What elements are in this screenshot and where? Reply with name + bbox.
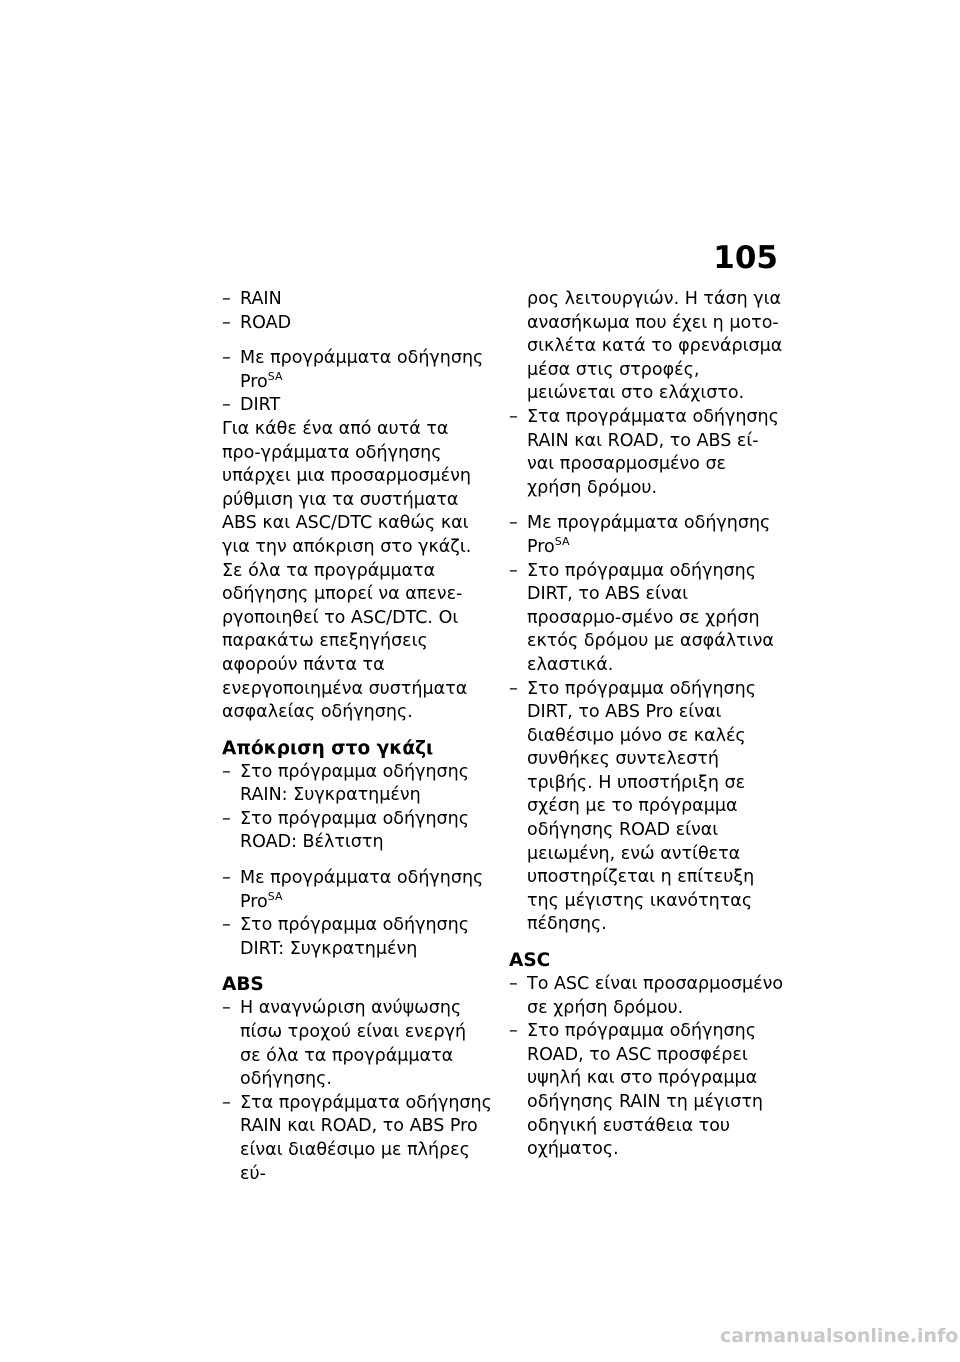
bullet-dash: – [222,761,231,782]
bullet-dash: – [222,1092,231,1113]
list-item [222,394,492,418]
list-item [222,867,492,914]
bullet-dash: – [222,915,231,936]
bullet-dash: – [509,678,518,699]
list-item-text: Στο πρόγραμμα οδήγησης DIRT, το ABS Pro είναι διαθέσιμο μόνο σε καλές συνθήκες συντελεστή τριβής. Η υποστήριξη σε σχέση με το πρόγραμμα οδήγησης ROAD είναι μειωμένη, ενώ αντίθετα υποστηρίζεται η επίτευξη της μέγιστης ικανότητας πέδησης. [527,678,756,935]
bullet-dash: – [509,513,518,534]
list-item-text: DIRT [240,395,281,416]
bullet-dash: – [222,868,231,889]
list-item-text: Η αναγνώριση ανύψωσης πίσω τροχού είναι ενεργή σε όλα τα προγράμματα οδήγησης. [240,998,467,1090]
list-item [222,1092,492,1186]
list-item-text: Στα προγράμματα οδήγησης RAIN και ROAD, το ABS Pro είναι διαθέσιμο με πλήρες εύ- [240,1092,492,1184]
bullet-dash: – [509,406,518,427]
bullet-dash: – [509,974,518,995]
paragraph: Για κάθε ένα από αυτά τα προ-γράμματα οδήγησης υπάρχει μια προσαρμοσμένη ρύθμιση για τα συστήματα ABS και ASC/DTC καθώς και για την απόκριση στο γκάζι. [222,418,472,557]
list-item [222,312,492,336]
list-item [509,1020,784,1162]
sa-superscript: SA [267,889,283,903]
list-item [222,808,492,855]
list-item [509,406,784,500]
sa-superscript: SA [554,534,570,548]
list-item-text: Στο πρόγραμμα οδήγησης DIRT: Συγκρατημένη [240,915,469,959]
page-number: 105 [713,240,778,276]
bullet-dash: – [222,348,231,369]
list-item-text: Το ASC είναι προσαρμοσμένο σε χρήση δρόμου. [527,974,784,1018]
list-item [222,288,492,312]
bullet-dash: – [222,998,231,1019]
list-item [222,997,492,1091]
list-item-text: RAIN [240,289,282,309]
list-item-text: Στο πρόγραμμα οδήγησης ROAD, το ASC προσφέρει υψηλή και στο πρόγραμμα οδήγησης RAIN τη μέγιστη οδηγική ευστάθεια του οχήματος. [527,1021,763,1160]
right-column [509,288,784,1162]
list-item [222,347,492,394]
bullet-dash: – [509,1021,518,1042]
bullet-dash: – [509,560,518,581]
section-heading: ASC [509,950,551,972]
list-item [222,914,492,961]
list-item-text: Με προγράμματα οδήγησης Pro [240,348,484,392]
list-item [509,973,784,1020]
section-heading: Απόκριση στο γκάζι [222,737,434,759]
sa-superscript: SA [267,369,283,383]
list-item-text: ROAD [240,312,292,333]
list-item-text: Στο πρόγραμμα οδήγησης RAIN: Συγκρατημένη [240,761,469,806]
bullet-dash: – [222,289,231,309]
list-item [509,678,784,938]
list-item-continuation [509,288,784,406]
left-column [222,288,492,1186]
list-item-text: Στο πρόγραμμα οδήγησης ROAD: Βέλτιστη [240,808,469,853]
list-item-text: Στο πρόγραμμα οδήγησης DIRT, το ABS είναι προσαρμο-σμένο σε χρήση εκτός δρόμου με ασφάλτινα ελαστικά. [527,560,774,675]
bullet-dash: – [222,395,231,416]
list-item-text: ρος λειτουργιών. Η τάση για ανασήκωμα που έχει η μοτο-σικλέτα κατά το φρενάρισμα μέσα στις στροφές, μειώνεται στο ελάχιστο. [527,289,783,404]
list-item [222,761,492,808]
list-item [509,512,784,559]
list-item-text: Με προγράμματα οδήγησης Pro [527,513,771,557]
bullet-dash: – [222,808,231,829]
list-item-text: Στα προγράμματα οδήγησης RAIN και ROAD, το ABS εί-ναι προσαρμοσμένο σε χρήση δρόμου. [527,406,779,498]
list-item-text: Με προγράμματα οδήγησης Pro [240,868,484,912]
bullet-dash: – [222,312,231,333]
section-heading: ABS [222,974,264,996]
paragraph: Σε όλα τα προγράμματα οδήγησης μπορεί να απενε-ργοποιηθεί το ASC/DTC. Οι παρακάτω επεξηγήσεις αφορούν πάντα τα ενεργοποιημένα συστήματα ασφαλείας οδήγησης. [222,560,468,723]
watermark-footer: carmanualsonline.info [720,1325,959,1347]
list-item [509,560,784,678]
